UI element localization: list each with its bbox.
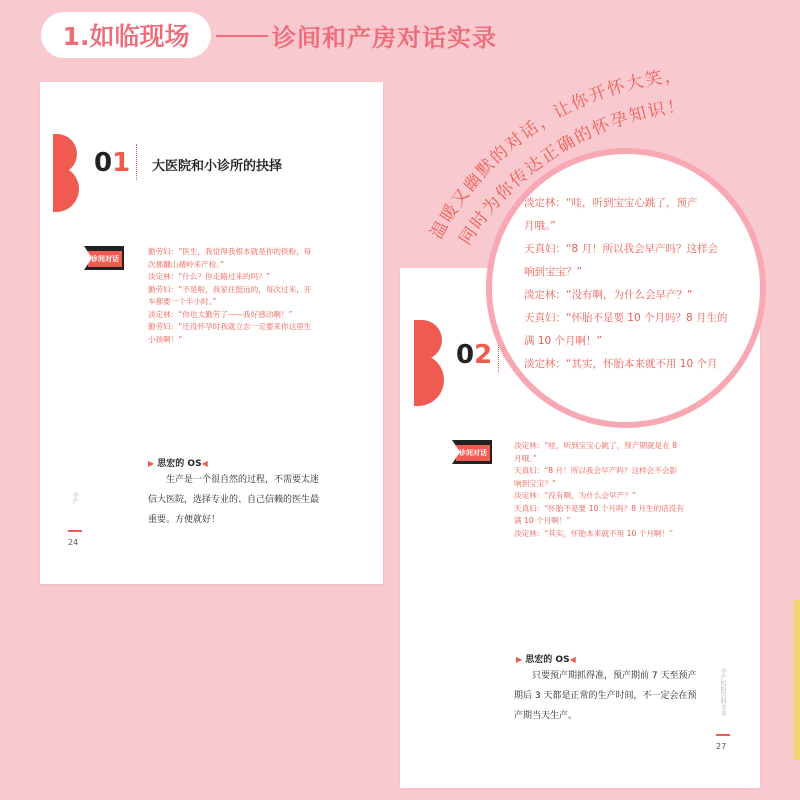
dialogue-badge: 诊间对话	[84, 246, 124, 270]
tagline-line-1: 温暖又幽默的对话，让你开怀大笑，	[426, 65, 685, 243]
running-head: 孕产妈妈百科全书	[719, 668, 726, 716]
tagline-line-2: 同时为你传达正确的怀孕知识！	[455, 96, 688, 249]
chapter-number: 02	[456, 340, 493, 370]
page-number: 27	[716, 742, 727, 751]
running-head: 孕产	[71, 492, 78, 504]
os-body: 生产是一个很自然的过程，不需要太迷 信大医院，选择专业的、自己信赖的医生最 重要。方便就好！	[148, 475, 320, 525]
magnifier-bubble	[486, 148, 766, 428]
chapter-number: 01	[94, 148, 131, 178]
page-number: 24	[68, 538, 79, 547]
os-heading: ▶ 思宏的 OS◀	[148, 459, 208, 469]
os-heading: ▶ 思宏的 OS◀	[516, 655, 576, 665]
dialogue-text: 勤劳妇：“医生，我觉得我根本就是你的铁粉，每 次都翻山越岭来产检。” 淡定林：“什么？你走路过来的吗？” 勤劳妇：“不是啦，我家住挺远的，每次过来，开 车都要一个半小时。” 淡定林：“你也太勤劳了——我好感动啊！” 勤劳妇：“还没怀孕时我就立志一定要来你这里生 小孩啊！”	[148, 247, 312, 344]
magnified-dialogue: 淡定林：“哇，听到宝宝心跳了，预产 月哦。” 天真妇：“8 月！所以我会早产吗？这样会 响到宝宝？” 淡定林：“没有啊，为什么会早产？” 天真妇：“怀胎不是要 10 个月吗？8 月生的 满 10 个月啊！” 淡定林：“其实，怀胎本来就不用 10 个月	[524, 197, 728, 370]
section-label: 1.如临现场	[62, 22, 190, 51]
dialogue-badge: 诊间对话	[452, 440, 492, 464]
os-body: 只要预产期抓得准，预产期前 7 天至预产 期后 3 天都是正常的生产时间，不一定会在预 产期当天生产。	[514, 671, 697, 721]
header-subtitle: 诊间和产房对话实录	[272, 24, 497, 52]
dialogue-text: 淡定林：“哇，听到宝宝心跳了，预产期就是在 8 月哦。” 天真妇：“8 月！所以我会早产吗？这样会不会影 响到宝宝？” 淡定林：“没有啊，为什么会早产？” 天真妇：“怀胎不是要 10 个月吗？8 月生的话没有 满 10 个月啊！” 淡定林：“其实，怀胎本来就不用 10 个月啊！”	[514, 441, 684, 538]
section-title: 大医院和小诊所的抉择	[152, 159, 283, 174]
